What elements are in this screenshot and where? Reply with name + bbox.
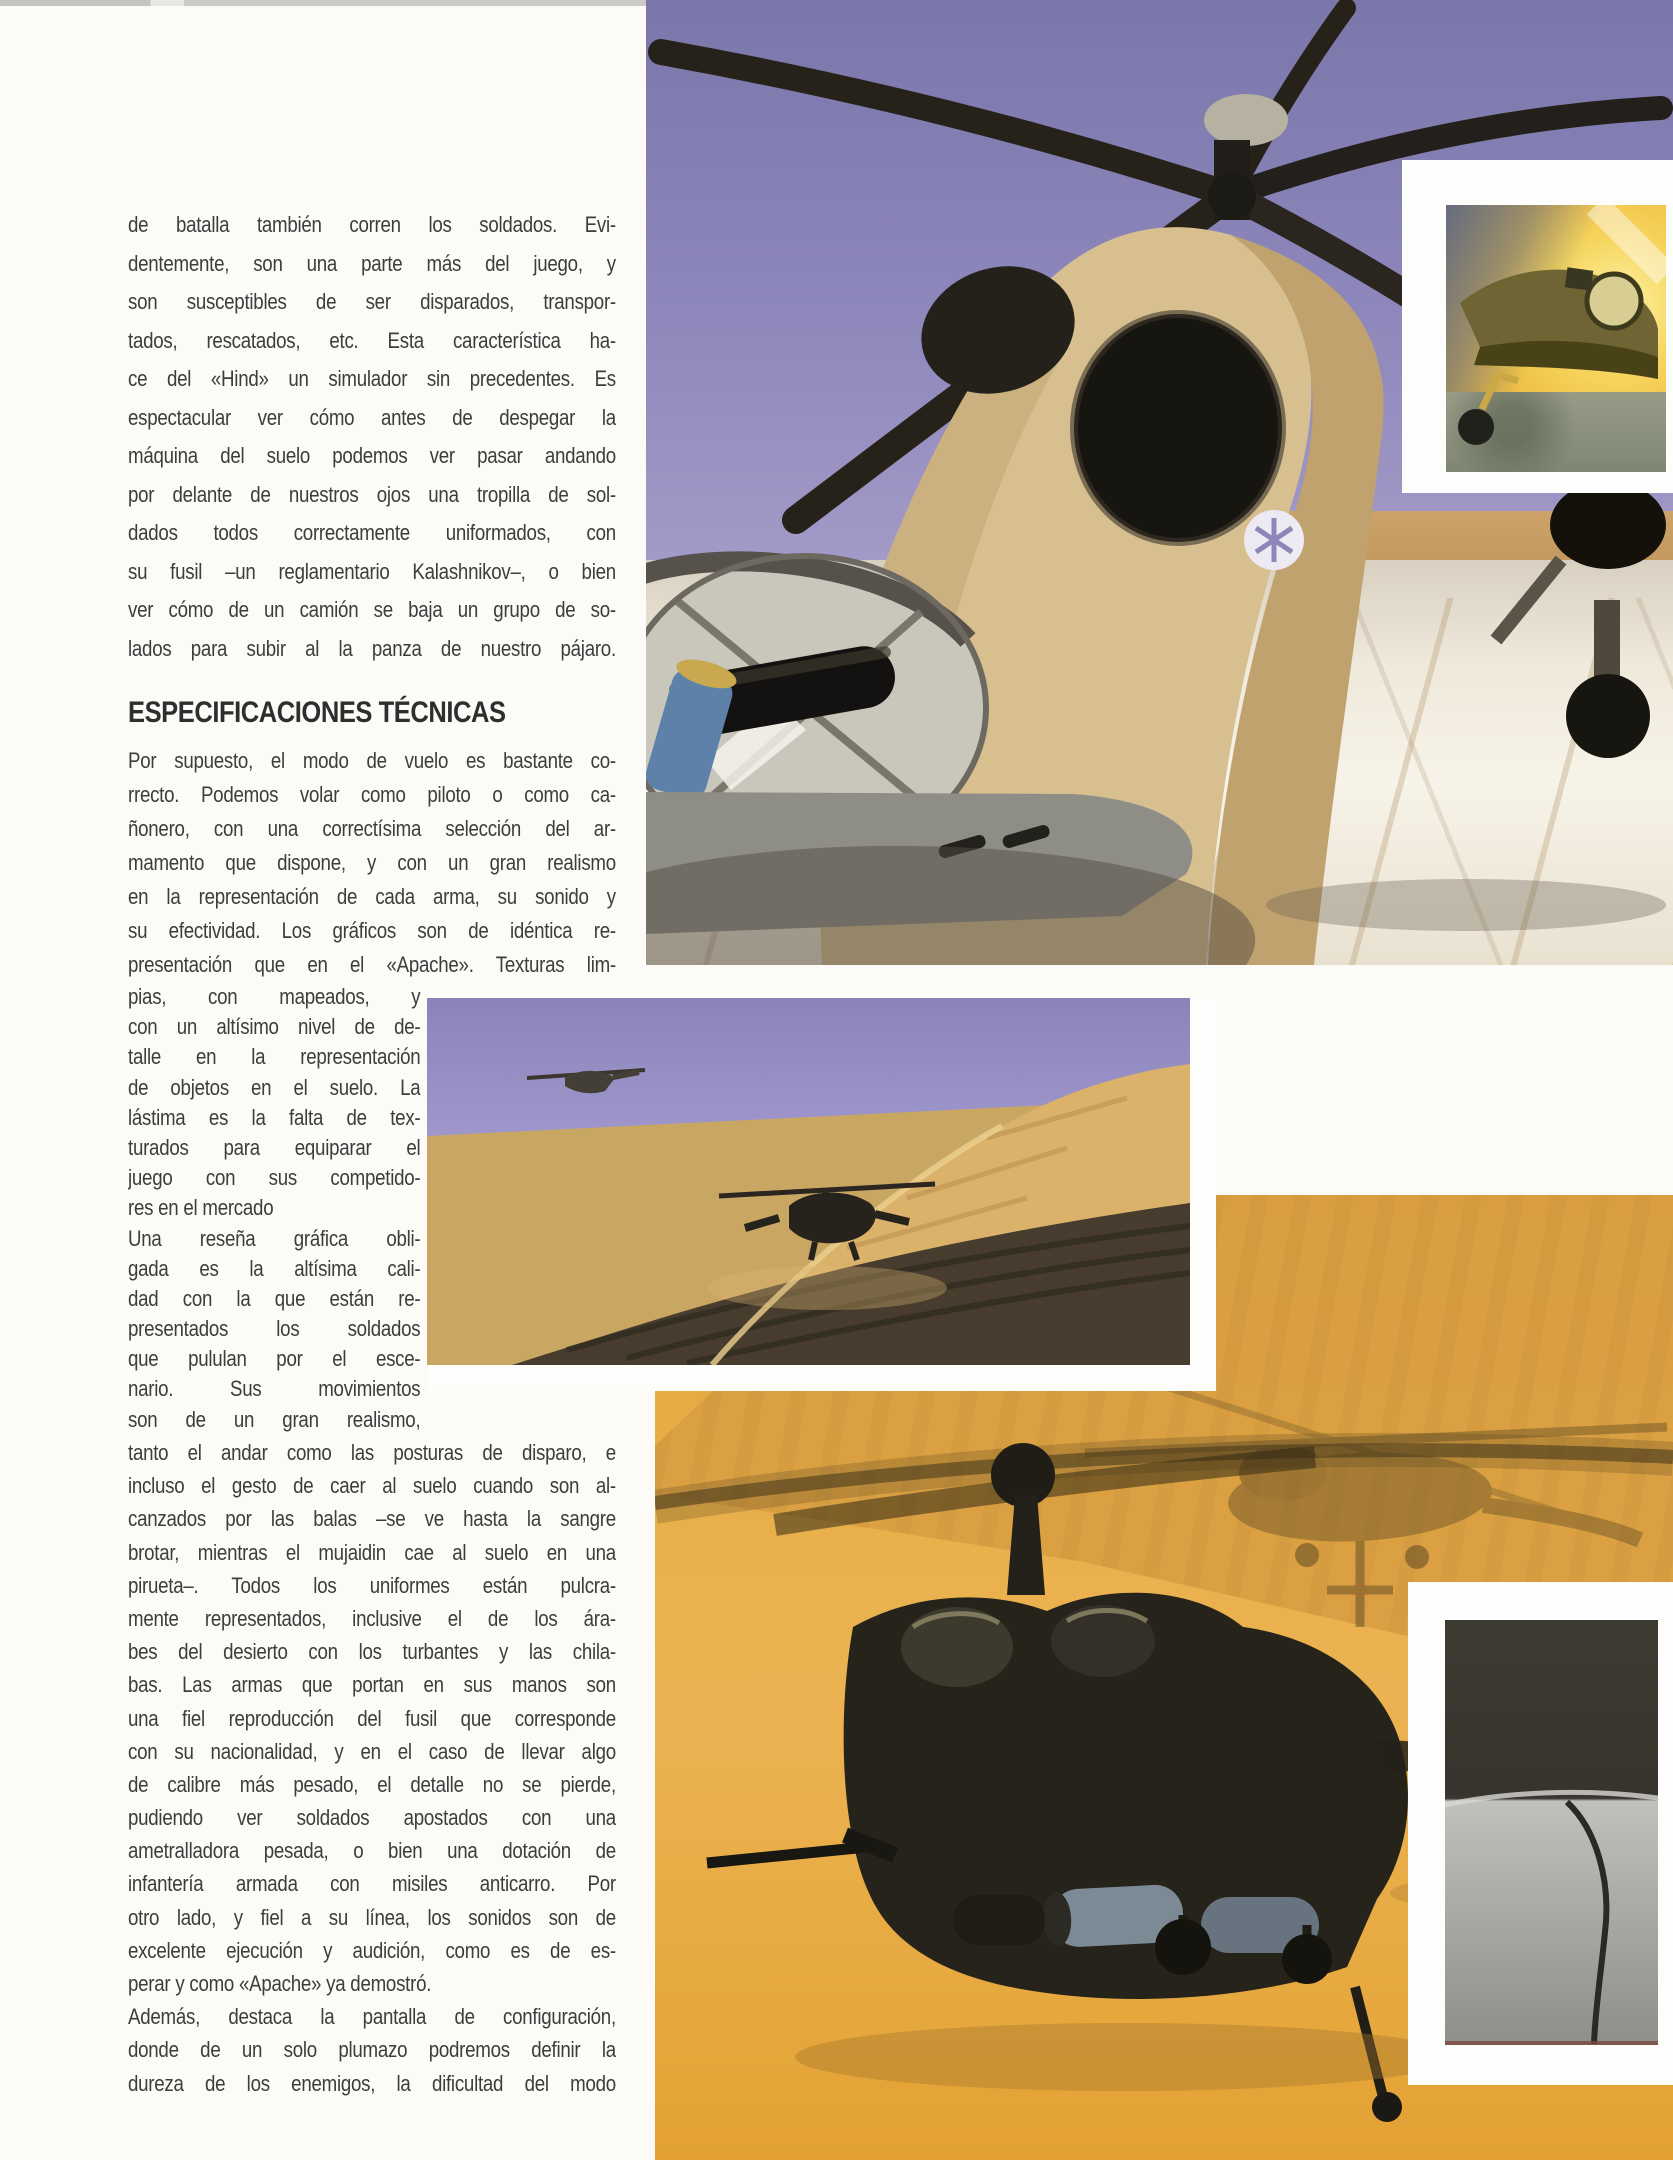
text-line: son susceptibles de ser disparados, transpor- (128, 289, 616, 314)
text-line: presentados los soldados (128, 1316, 421, 1342)
text-line: tados, rescatados, etc. Esta característica ha- (128, 327, 616, 353)
text-line: bes del desierto con los turbantes y las chila- (128, 1639, 616, 1665)
photo-inset-fuselage-detail (1408, 1582, 1673, 2085)
text-line: canzados por las balas –se ve hasta la sangre (128, 1506, 616, 1532)
tech-paragraph-wide (128, 744, 616, 982)
text-line: pudiendo ver soldados apostados con una (128, 1805, 616, 1831)
text-line: brotar, mientras el mujaidin cae al suelo en una (128, 1539, 616, 1565)
text-line: de calibre más pesado, el detalle no se pierde, (128, 1771, 616, 1797)
text-line: con un altísimo nivel de de- (128, 1014, 421, 1040)
text-line: una fiel reproducción del fusil que corresponde (128, 1705, 616, 1731)
text-line: dados todos correctamente uniformados, con (128, 520, 616, 545)
text-line: tanto el andar como las posturas de disparo, e (128, 1440, 616, 1465)
text-line: que pululan por el esce- (128, 1346, 421, 1372)
grey-inset-bottom-line (1445, 2041, 1658, 2045)
text-line: lástima es la falta de tex- (128, 1104, 421, 1130)
landing-gear (1496, 481, 1666, 758)
text-line: ver cómo de un camión se baja un grupo de so- (128, 597, 616, 622)
text-line: nario. Sus movimientos (128, 1376, 421, 1402)
grey-inset-illustration (1445, 1620, 1658, 2045)
text-line: son de un gran realismo, (128, 1406, 421, 1432)
text-line: su fusil –un reglamentario Kalashnikov–, o bien (128, 558, 616, 584)
text-line: dad con la que están re- (128, 1285, 421, 1311)
text-line: ce del «Hind» un simulador sin precedentes. Es (128, 366, 616, 391)
text-line: mamento que dispone, y con un gran realismo (128, 850, 616, 875)
text-line: lados para subir al la panza de nuestro pájaro. (128, 635, 616, 661)
text-line: gada es la altísima cali- (128, 1255, 421, 1281)
section-heading: ESPECIFICACIONES TÉCNICAS (128, 696, 506, 729)
text-line: espectacular ver cómo antes de despegar la (128, 404, 616, 430)
text-line: res en el mercado (128, 1195, 274, 1221)
text-line: perar y como «Apache» ya demostró. (128, 1971, 432, 1996)
text-line: pirueta–. Todos los uniformes están pulcra- (128, 1572, 616, 1598)
text-line: ñonero, con una correctísima selección del ar- (128, 816, 616, 841)
text-line: infantería armada con misiles anticarro. Por (128, 1871, 616, 1897)
text-line: dureza de los enemigos, la dificultad del modo (128, 2070, 616, 2096)
text-line: bas. Las armas que portan en sus manos son (128, 1672, 616, 1698)
small-helicopter (527, 1070, 645, 1093)
photo-desert-flight (427, 998, 1216, 1391)
text-line: presentación que en el «Apache». Texturas lim- (128, 952, 616, 977)
intro-paragraph (128, 206, 616, 668)
text-line: pias, con mapeados, y (128, 984, 421, 1009)
text-line: con su nacionalidad, y en el caso de llevar algo (128, 1738, 616, 1764)
text-line: juego con sus competido- (128, 1165, 421, 1191)
text-line: rrecto. Podemos volar como piloto o como ca- (128, 782, 616, 807)
tech-paragraph-bottom (128, 1436, 616, 2100)
text-line: máquina del suelo podemos ver pasar andando (128, 443, 616, 468)
mid-photo-illustration (427, 998, 1190, 1365)
mid-photo-image (427, 998, 1190, 1365)
yellow-inset-image (1446, 205, 1666, 472)
rotor-hub (1204, 94, 1288, 220)
yellow-inset-helicopter (1446, 205, 1666, 472)
tech-paragraph-narrow (128, 982, 420, 1435)
grey-inset-image (1445, 1620, 1658, 2045)
cable-line (1567, 1802, 1606, 2044)
text-line: su efectividad. Los gráficos son de idéntica re- (128, 918, 616, 943)
text-line: talle en la representación (128, 1044, 421, 1070)
text-line: donde de un solo plumazo podremos definir la (128, 2037, 616, 2063)
text-line: ametralladora pesada, o bien una dotación de (128, 1838, 616, 1864)
text-line: Además, destaca la pantalla de configuración, (128, 2004, 616, 2030)
text-line: de batalla también corren los soldados. Evi- (128, 212, 616, 237)
photo-inset-yellow-cockpit (1402, 160, 1673, 493)
text-line: turados para equiparar el (128, 1134, 421, 1160)
text-line: otro lado, y fiel a su línea, los sonidos son de (128, 1904, 616, 1930)
text-line: excelente ejecución y audición, como es de es- (128, 1937, 616, 1963)
roundel-emblem (1244, 510, 1304, 570)
text-line: de objetos en el suelo. La (128, 1074, 421, 1100)
text-line: en la representación de cada arma, su sonido y (128, 884, 616, 909)
text-line: incluso el gesto de caer al suelo cuando son al- (128, 1473, 616, 1499)
text-line: por delante de nuestros ojos una tropilla de sol- (128, 481, 616, 507)
text-line: mente representados, inclusive el de los ára- (128, 1605, 616, 1631)
text-line: Por supuesto, el modo de vuelo es bastante co- (128, 748, 616, 773)
text-line: Una reseña gráfica obli- (128, 1225, 421, 1251)
text-line: dentemente, son una parte más del juego, y (128, 250, 616, 276)
